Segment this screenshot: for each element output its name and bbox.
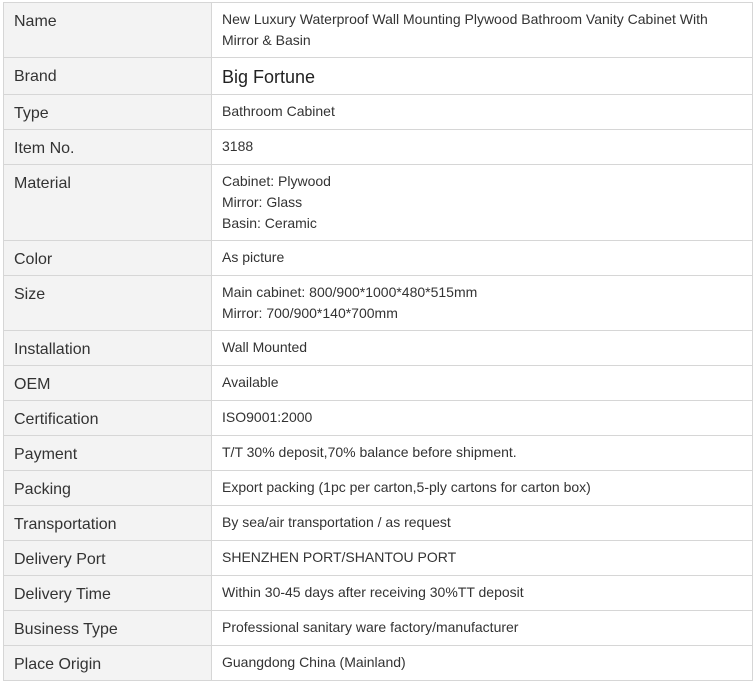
row-label-installation: Installation [4, 331, 212, 366]
table-row [4, 401, 753, 436]
table-row [4, 576, 753, 611]
table-row [4, 95, 753, 130]
row-label-color: Color [4, 241, 212, 276]
value-line: By sea/air transportation / as request [222, 514, 451, 530]
value-line: Guangdong China (Mainland) [222, 654, 406, 670]
table-row [4, 436, 753, 471]
row-value-installation [212, 331, 753, 366]
product-spec-table [3, 2, 753, 681]
row-value-brand [212, 58, 753, 95]
value-line: Basin: Ceramic [222, 215, 317, 231]
row-value-material [212, 165, 753, 241]
row-label-item-no: Item No. [4, 130, 212, 165]
value-line: Mirror: 700/900*140*700mm [222, 305, 398, 321]
row-label-certification: Certification [4, 401, 212, 436]
table-row [4, 506, 753, 541]
table-row [4, 165, 753, 241]
table-row [4, 611, 753, 646]
row-label-brand: Brand [4, 58, 212, 95]
table-row [4, 58, 753, 95]
value-line: ISO9001:2000 [222, 409, 313, 425]
value-line: Wall Mounted [222, 339, 308, 355]
row-label-material: Material [4, 165, 212, 241]
row-label-delivery-port: Delivery Port [4, 541, 212, 576]
value-line: T/T 30% deposit,70% balance before shipment. [222, 444, 517, 460]
table-row [4, 366, 753, 401]
value-line: Professional sanitary ware factory/manufacturer [222, 619, 519, 635]
row-label-name: Name [4, 3, 212, 58]
row-label-type: Type [4, 95, 212, 130]
row-value-business-type [212, 611, 753, 646]
row-label-size: Size [4, 276, 212, 331]
value-line: SHENZHEN PORT/SHANTOU PORT [222, 549, 457, 565]
value-line: Mirror: Glass [222, 194, 303, 210]
table-row [4, 331, 753, 366]
value-line: Within 30-45 days after receiving 30%TT deposit [222, 584, 524, 600]
table-row [4, 471, 753, 506]
row-label-delivery-time: Delivery Time [4, 576, 212, 611]
value-line: As picture [222, 249, 285, 265]
row-label-transportation: Transportation [4, 506, 212, 541]
row-value-delivery-time [212, 576, 753, 611]
row-value-color [212, 241, 753, 276]
row-value-place-origin [212, 646, 753, 681]
value-line: Cabinet: Plywood [222, 173, 331, 189]
row-label-payment: Payment [4, 436, 212, 471]
table-row [4, 241, 753, 276]
table-row [4, 646, 753, 681]
value-line: 3188 [222, 138, 254, 154]
table-row [4, 3, 753, 58]
row-label-packing: Packing [4, 471, 212, 506]
value-line: Big Fortune [222, 67, 316, 87]
row-label-place-origin: Place Origin [4, 646, 212, 681]
row-label-oem: OEM [4, 366, 212, 401]
table-row [4, 541, 753, 576]
row-value-transportation [212, 506, 753, 541]
row-value-delivery-port [212, 541, 753, 576]
row-value-item-no [212, 130, 753, 165]
table-row [4, 276, 753, 331]
value-line: Available [222, 374, 279, 390]
table-row [4, 130, 753, 165]
row-value-certification [212, 401, 753, 436]
row-value-packing [212, 471, 753, 506]
value-line: New Luxury Waterproof Wall Mounting Plywood Bathroom Vanity Cabinet With Mirror & Basin [222, 11, 708, 48]
row-value-size [212, 276, 753, 331]
value-line: Export packing (1pc per carton,5-ply cartons for carton box) [222, 479, 591, 495]
row-value-oem [212, 366, 753, 401]
row-value-payment [212, 436, 753, 471]
value-line: Main cabinet: 800/900*1000*480*515mm [222, 284, 478, 300]
row-value-name [212, 3, 753, 58]
row-label-business-type: Business Type [4, 611, 212, 646]
row-value-type [212, 95, 753, 130]
value-line: Bathroom Cabinet [222, 103, 335, 119]
